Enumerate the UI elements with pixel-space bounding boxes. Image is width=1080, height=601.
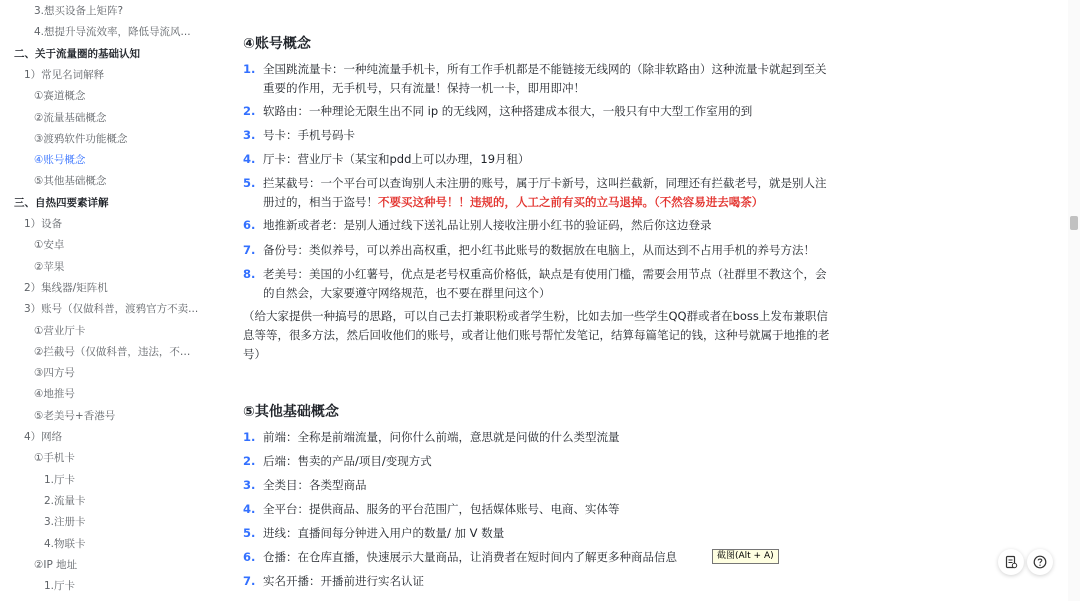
list-number: 6. <box>243 218 256 232</box>
list-text: 全国跳流量卡：一种纯流量手机卡，所有工作手机都是不能链接无线网的（除非软路由）这种流量卡就起到至关重要的作用，无手机号，只有流量！保持一机一卡，即用即冲！ <box>263 62 827 95</box>
list-number: 8. <box>243 267 256 281</box>
sidebar-outline-item[interactable]: 1.厅卡 <box>44 473 76 486</box>
list-number: 3. <box>243 478 256 492</box>
list-text: 全平台：提供商品、服务的平台范围广，包括媒体账号、电商、实体等 <box>263 502 620 516</box>
warning-text: 不要买这种号！！违规的，人工之前有买的立马退掉。（不然容易进去喝茶） <box>378 195 764 209</box>
sidebar-outline-item[interactable]: ①安卓 <box>34 239 65 252</box>
list-number: 5. <box>243 176 256 190</box>
sidebar-outline-item[interactable]: 4）网络 <box>24 431 63 443</box>
list-item <box>243 241 833 260</box>
note-paragraph: （给大家提供一种搞号的思路，可以自己去打兼职粉或者学生粉，比如去加一些学生QQ群或者在boss上发布兼职信息等等，很多方法，然后回收他们的账号，或者让他们账号帮忙发笔记，结算每篇笔记的钱，这种号就属于地推的老号） <box>243 309 830 361</box>
sidebar-outline-item[interactable]: 1）设备 <box>24 218 63 230</box>
sidebar-outline-item[interactable]: 1.厅卡 <box>44 580 76 593</box>
list-text: 老美号：美国的小红薯号，优点是老号权重高价格低，缺点是有使用门槛，需要会用节点（社群里不教这个，会的自然会，大家要遵守网络规范，也不要在群里问这个） <box>263 267 827 300</box>
sidebar-outline-item[interactable]: ②流量基础概念 <box>34 111 107 124</box>
sidebar-outline-item[interactable]: 3）账号（仅做科普，渡鸦官方不卖... <box>24 303 199 316</box>
list-number: 1. <box>243 62 256 76</box>
list-text: 仓播：在仓库直播，快速展示大量商品，让消费者在短时间内了解更多种商品信息 <box>263 550 677 564</box>
list-number: 4. <box>243 152 256 166</box>
sidebar-outline-item[interactable]: ③四方号 <box>34 367 75 380</box>
list-number: 7. <box>243 243 256 257</box>
help-button[interactable] <box>1027 549 1053 575</box>
outline-sidebar <box>0 0 205 601</box>
list-text: 厅卡：营业厅卡（某宝和pdd上可以办理，19月租） <box>263 152 530 166</box>
sidebar-outline-item[interactable]: ①营业厅卡 <box>34 324 86 337</box>
list-text-normal: 拦某截号：一个平台可以查询别人未注册的账号，属于厅卡新号，这叫拦截新，同理还有拦截老号，就是别人注册过的，相当于盗号！ <box>263 176 827 209</box>
sidebar-outline-item[interactable]: ①赛道概念 <box>34 90 86 103</box>
sidebar-outline-item[interactable]: 三、自热四要素详解 <box>14 196 109 209</box>
sidebar-outline-item[interactable]: 二、关于流量圈的基础认知 <box>14 47 140 60</box>
sidebar-outline-item[interactable]: 2）集线器/矩阵机 <box>24 281 108 294</box>
list-number: 1. <box>243 430 256 444</box>
document-body <box>225 0 845 601</box>
list-text: 软路由：一种理论无限生出不同 ip 的无线网，这种搭建成本很大，一般只有中大型工作室用的到 <box>263 104 753 118</box>
screenshot-tooltip: 截图(Alt + A) <box>712 549 779 564</box>
sidebar-outline-item[interactable]: ⑤老美号+香港号 <box>34 409 116 422</box>
list-text: 全类目：各类型商品 <box>263 478 367 492</box>
sidebar-outline-item[interactable]: 4.物联卡 <box>44 537 86 550</box>
section5-heading: ⑤其他基础概念 <box>243 404 339 420</box>
list-item <box>243 572 833 591</box>
list-number: 3. <box>243 128 256 142</box>
list-text: 进线：直播间每分钟进入用户的数量/ 加 V 数量 <box>263 526 505 540</box>
list-text: 实名开播：开播前进行实名认证 <box>263 574 424 588</box>
sidebar-outline-item[interactable]: ①手机卡 <box>34 452 75 465</box>
list-text <box>263 174 833 212</box>
sidebar-outline-item[interactable]: 3.注册卡 <box>44 516 86 529</box>
sidebar-outline-item[interactable]: 2.流量卡 <box>44 494 86 507</box>
list-text: 后端：售卖的产品/项目/变现方式 <box>263 454 432 468</box>
sidebar-outline-item[interactable]: 4.想提升导流效率，降低导流风... <box>34 26 191 39</box>
list-item <box>243 102 833 121</box>
list-number: 7. <box>243 574 256 588</box>
sidebar-outline-item[interactable]: ⑤其他基础概念 <box>34 175 107 188</box>
doc-tool-button[interactable] <box>998 549 1024 575</box>
vertical-scrollbar[interactable] <box>1068 0 1080 601</box>
list-item <box>243 452 833 471</box>
list-item <box>243 216 833 235</box>
list-text: 号卡：手机号码卡 <box>263 128 355 142</box>
section4-heading: ④账号概念 <box>243 36 311 52</box>
sidebar-outline-item[interactable]: ②IP 地址 <box>34 558 78 571</box>
document-icon <box>1004 555 1018 569</box>
sidebar-outline-item[interactable]: ②拦截号（仅做科普，违法，不准... <box>34 345 200 358</box>
list-item <box>243 174 833 212</box>
sidebar-outline-item[interactable]: 1）常见名词解释 <box>24 68 105 81</box>
list-text: 地推新或者老：是别人通过线下送礼品让别人接收注册小红书的验证码，然后你这边登录 <box>263 218 712 232</box>
help-icon <box>1033 555 1047 569</box>
list-number: 2. <box>243 104 256 118</box>
list-number: 2. <box>243 454 256 468</box>
list-item <box>243 265 833 303</box>
sidebar-outline-item[interactable]: ③渡鸦软件功能概念 <box>34 132 128 145</box>
list-text: 备份号：类似养号，可以养出高权重，把小红书此账号的数据放在电脑上，从而达到不占用手机的养号方法！ <box>263 243 815 257</box>
list-item <box>243 126 833 145</box>
list-item <box>243 150 833 169</box>
list-item <box>243 500 833 519</box>
scrollbar-thumb[interactable] <box>1070 216 1078 230</box>
list-text: 前端：全称是前端流量，问你什么前端，意思就是问做的什么类型流量 <box>263 430 620 444</box>
list-number: 6. <box>243 550 256 564</box>
sidebar-outline-item[interactable]: 3.想买设备上矩阵? <box>34 5 124 17</box>
sidebar-outline-item[interactable]: ②苹果 <box>34 260 65 273</box>
list-item <box>243 476 833 495</box>
sidebar-outline-item[interactable]: ④账号概念 <box>34 154 86 167</box>
list-number: 5. <box>243 526 256 540</box>
list-item <box>243 60 833 98</box>
list-item <box>243 428 833 447</box>
sidebar-outline-item[interactable]: ④地推号 <box>34 388 75 401</box>
list-item <box>243 524 833 543</box>
list-number: 4. <box>243 502 256 516</box>
